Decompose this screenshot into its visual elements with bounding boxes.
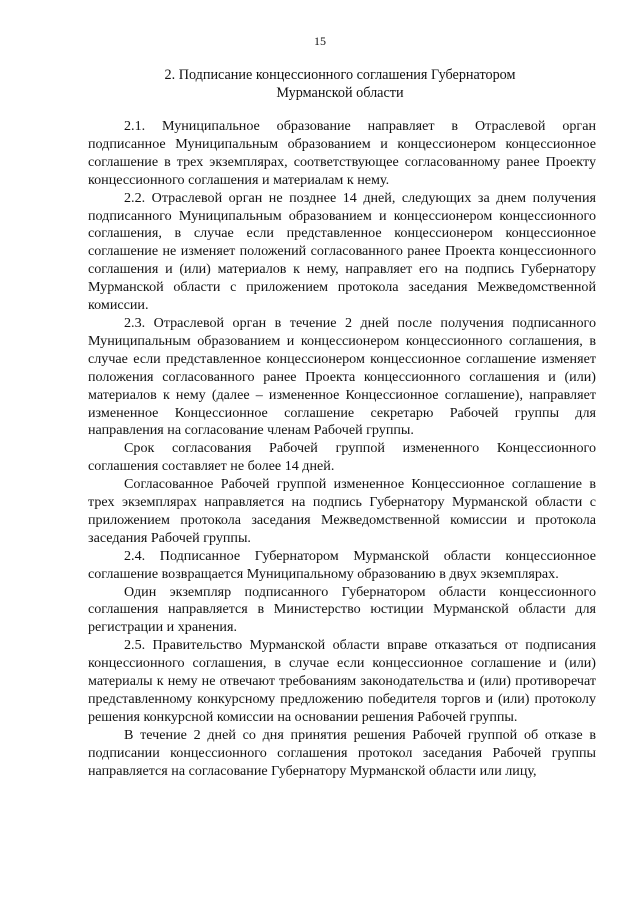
document-body	[88, 118, 596, 781]
page-number: 15	[314, 34, 326, 48]
section-heading	[90, 66, 590, 102]
section-heading-line-2: Мурманской области	[276, 85, 404, 101]
paragraph-2-2: 2.2. Отраслевой орган не позднее 14 дней, следующих за днем получения подписанного Муниципальным образованием и концессионером концессионного соглашения, в случае если представленное концессионером концессионное соглашение не изменяет положений согласованного ранее Проекта концессионного соглашения и (или) материалов к нему, направляет его на подпись Губернатору Мурманской области с приложением протокола заседания Межведомственной комиссии.	[88, 189, 596, 314]
section-heading-line-1: 2. Подписание концессионного соглашения Губернатором	[164, 67, 516, 83]
paragraph-registration: Один экземпляр подписанного Губернатором области концессионного соглашения направляется в Министерство юстиции Мурманской области для регистрации и хранения.	[88, 583, 596, 636]
paragraph-2-3: 2.3. Отраслевой орган в течение 2 дней после получения подписанного Муниципальным образованием и концессионером концессионного соглашения, в случае если представленное концессионером концессионное соглашение изменяет положения согласованного ранее Проекта концессионного соглашения и (или) материалов к нему (далее – измененное Концессионное соглашение), направляет измененное Концессионное соглашение секретарю Рабочей группы для направления на согласование членам Рабочей группы.	[88, 314, 596, 439]
paragraph-2-4: 2.4. Подписанное Губернатором Мурманской области концессионное соглашение возвращается Муниципальному образованию в двух экземплярах.	[88, 547, 596, 582]
paragraph-2-5: 2.5. Правительство Мурманской области вправе отказаться от подписания концессионного соглашения, в случае если концессионное соглашение и (или) материалы к нему не отвечают требованиям законодательства и (или) противоречат представленному конкурсному предложению победителя торгов и (или) протоколу решения конкурсной комиссии на основании решения Рабочей группы.	[88, 637, 596, 725]
paragraph-2-1: 2.1. Муниципальное образование направляет в Отраслевой орган подписанное Муниципальным образованием и концессионером концессионное соглашение в трех экземплярах, соответствующее согласованному ранее Проекту концессионного соглашения и материалам к нему.	[88, 118, 596, 188]
paragraph-refusal-procedure: В течение 2 дней со дня принятия решения Рабочей группой об отказе в подписании концессионного соглашения протокол заседания Рабочей группы направляется на согласование Губернатору Мурманской области или лицу,	[88, 726, 596, 779]
paragraph-approved-agreement: Согласованное Рабочей группой измененное Концессионное соглашение в трех экземплярах направляется на подпись Губернатору Мурманской области с приложением протокола заседания Межведомственной комиссии и протокола заседания Рабочей группы.	[88, 476, 596, 546]
paragraph-approval-term: Срок согласования Рабочей группой измененного Концессионного соглашения составляет не более 14 дней.	[88, 440, 596, 475]
